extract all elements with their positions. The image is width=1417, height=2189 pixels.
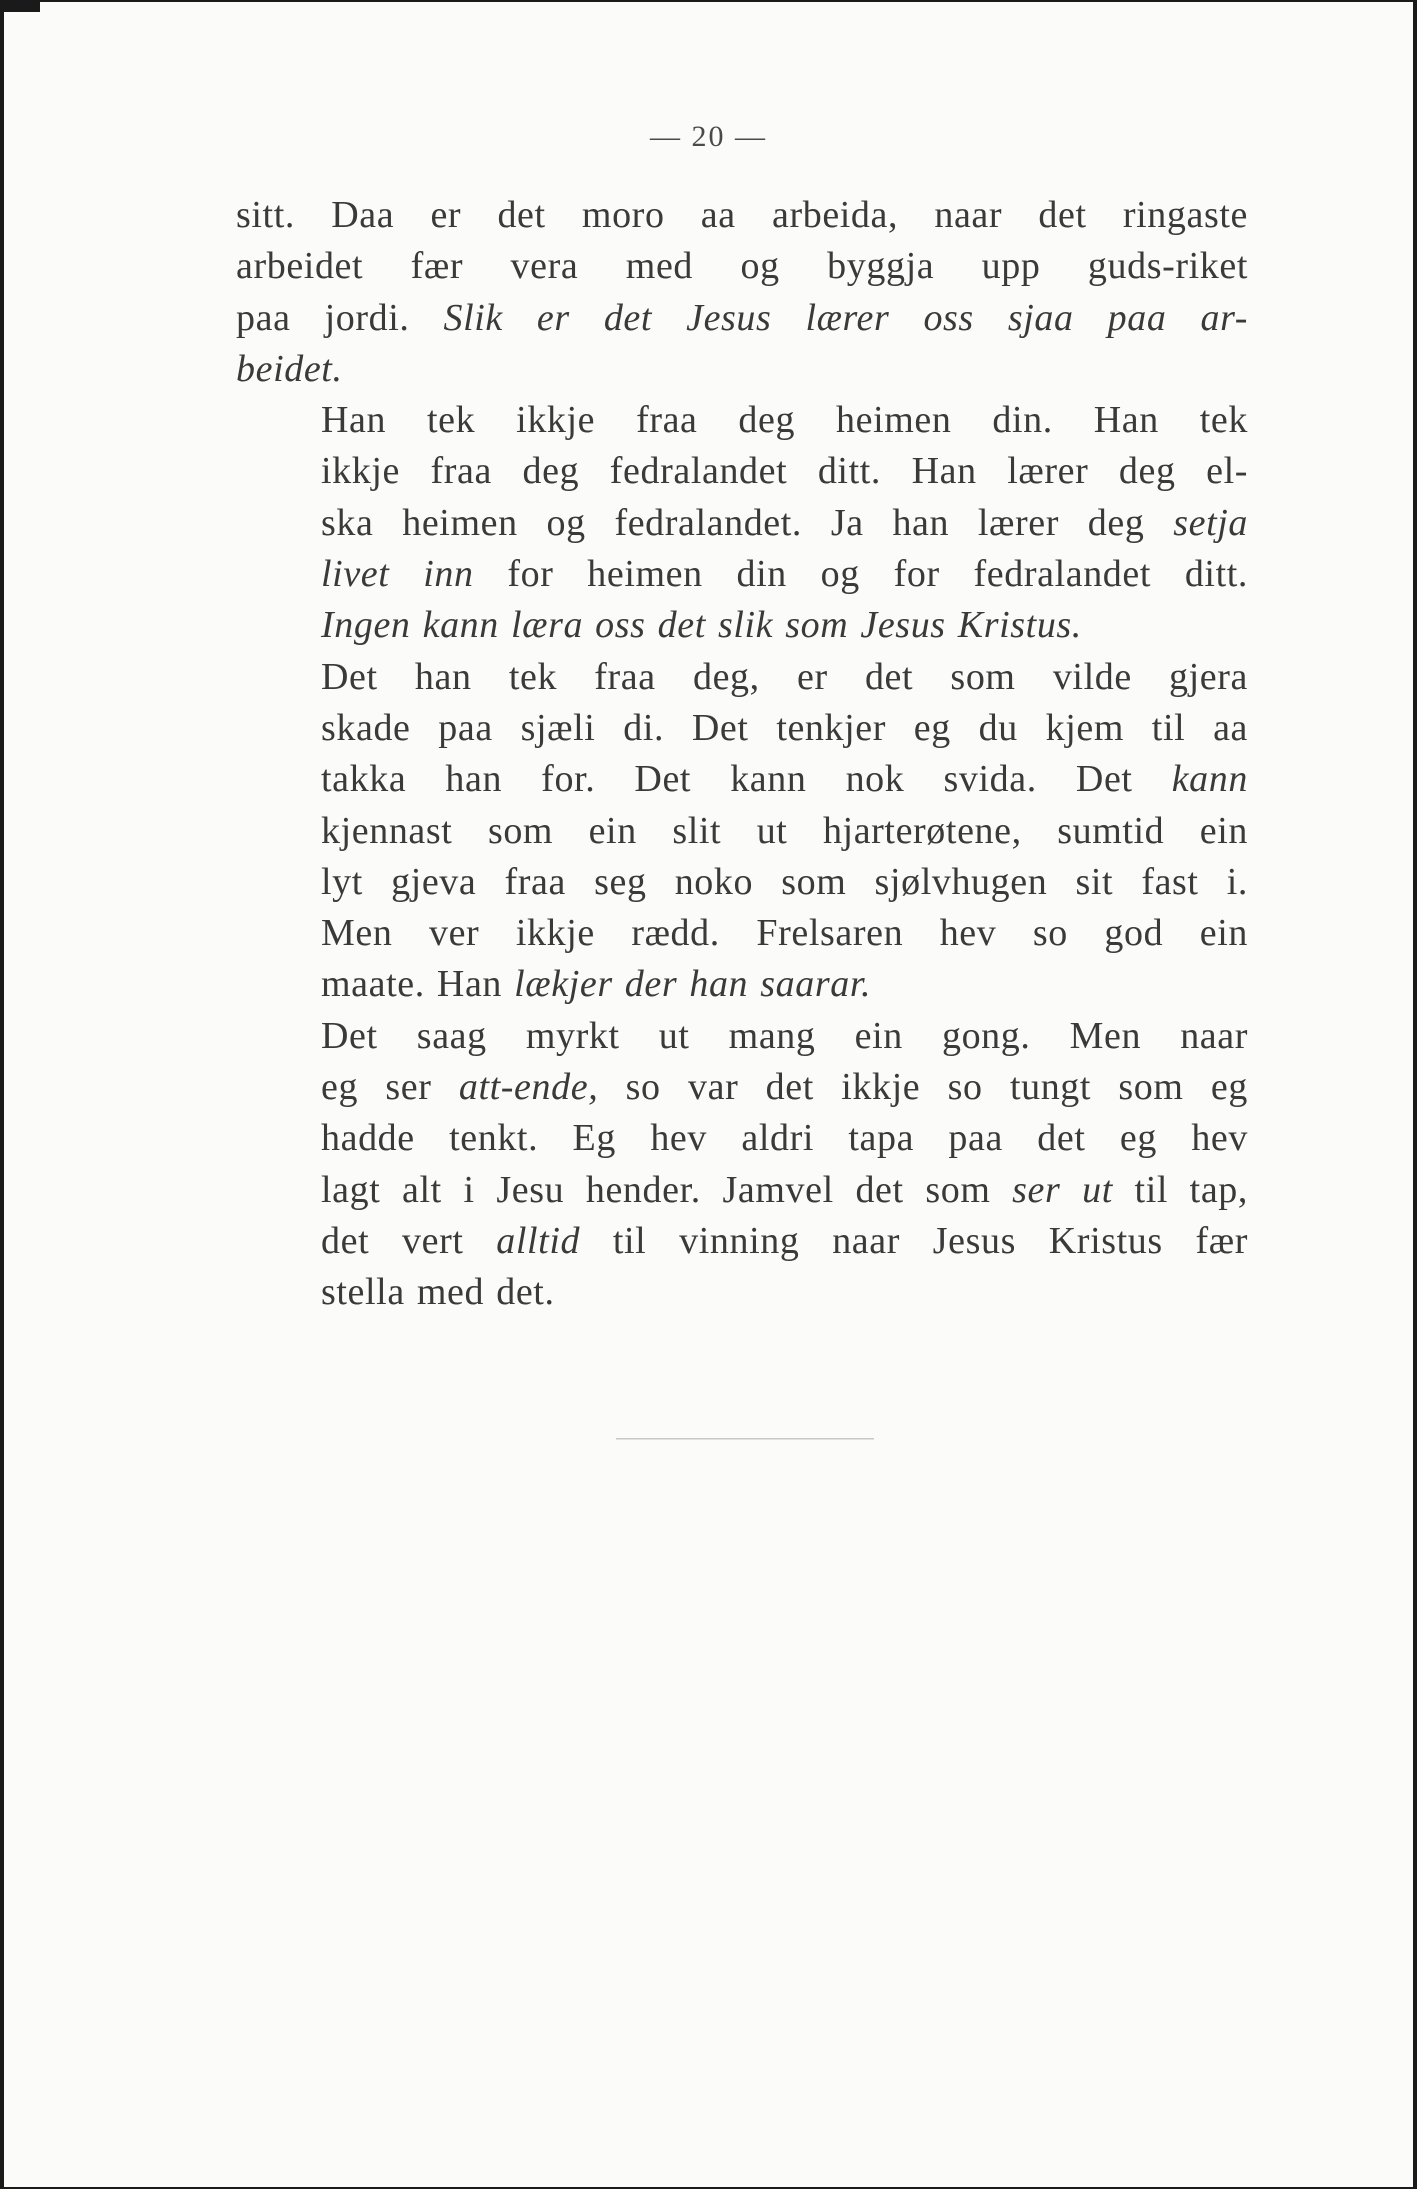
text-segment: hadde tenkt. Eg hev aldri tapa paa det eg hev bbox=[321, 1117, 1248, 1160]
text-segment: ska heimen og fedralandet. Ja han lærer deg bbox=[321, 501, 1174, 544]
text-segment: Men ver ikkje rædd. Frelsaren hev so god ein bbox=[321, 912, 1248, 955]
text-line bbox=[236, 1267, 1248, 1318]
text-segment: Han tek ikkje fraa deg heimen din. Han tek bbox=[321, 399, 1248, 442]
italic-text: beidet. bbox=[236, 347, 343, 390]
body-text bbox=[236, 190, 1248, 1319]
text-segment: maate. Han bbox=[321, 963, 515, 1006]
paragraph bbox=[236, 1011, 1248, 1319]
text-segment: sitt. Daa er det moro aa arbeida, naar det ringaste bbox=[236, 194, 1248, 236]
paragraph bbox=[236, 652, 1248, 1011]
italic-text: alltid bbox=[496, 1219, 581, 1262]
text-line bbox=[236, 959, 1248, 1010]
text-line bbox=[236, 549, 1248, 600]
italic-text: att-ende, bbox=[458, 1066, 599, 1109]
text-line bbox=[236, 600, 1248, 651]
text-line bbox=[236, 1113, 1248, 1164]
text-segment: eg ser bbox=[321, 1066, 459, 1109]
text-segment: takka han for. Det kann nok svida. Det bbox=[321, 758, 1172, 801]
text-segment: ikkje fraa deg fedralandet ditt. Han lærer deg el- bbox=[321, 450, 1248, 493]
italic-text: Slik er det Jesus lærer oss sjaa paa ar- bbox=[443, 296, 1248, 339]
paragraph bbox=[236, 395, 1248, 651]
italic-text: lækjer der han saarar. bbox=[514, 963, 872, 1006]
paragraph bbox=[236, 190, 1248, 395]
text-line bbox=[236, 857, 1248, 908]
text-line bbox=[236, 652, 1248, 703]
text-line bbox=[236, 344, 1248, 395]
text-segment: det vert bbox=[321, 1219, 497, 1262]
text-segment: lagt alt i Jesu hender. Jamvel det som bbox=[321, 1168, 1013, 1211]
text-line bbox=[236, 1062, 1248, 1113]
text-segment: arbeidet fær vera med og byggja upp guds-riket bbox=[236, 245, 1248, 288]
scan-corner-mark bbox=[4, 2, 40, 12]
italic-text: kann bbox=[1171, 758, 1248, 801]
text-line bbox=[236, 241, 1248, 292]
text-line bbox=[236, 395, 1248, 446]
text-segment: Det saag myrkt ut mang ein gong. Men naar bbox=[321, 1014, 1248, 1057]
text-line bbox=[236, 806, 1248, 857]
text-line bbox=[236, 703, 1248, 754]
text-line bbox=[236, 1011, 1248, 1062]
italic-text: livet inn bbox=[321, 553, 474, 596]
text-segment: Det han tek fraa deg, er det som vilde gjera bbox=[321, 655, 1248, 698]
text-segment: for heimen din og for fedralandet ditt. bbox=[473, 553, 1248, 596]
text-segment: til tap, bbox=[1112, 1168, 1249, 1211]
text-line bbox=[236, 1165, 1248, 1216]
text-segment: skade paa sjæli di. Det tenkjer eg du kjem til aa bbox=[321, 706, 1248, 749]
text-line bbox=[236, 908, 1248, 959]
text-segment: kjennast som ein slit ut hjarterøtene, sumtid ein bbox=[321, 809, 1248, 852]
text-segment: paa jordi. bbox=[236, 296, 444, 339]
book-page bbox=[4, 2, 1413, 2187]
italic-text: ser ut bbox=[1012, 1168, 1113, 1211]
text-segment: til vinning naar Jesus Kristus fær bbox=[580, 1219, 1248, 1262]
text-line bbox=[236, 498, 1248, 549]
text-line bbox=[236, 190, 1248, 241]
text-line bbox=[236, 293, 1248, 344]
text-line bbox=[236, 1216, 1248, 1267]
text-line bbox=[236, 754, 1248, 805]
text-segment: stella med det. bbox=[321, 1271, 555, 1314]
page-number: — 20 — bbox=[650, 120, 767, 153]
italic-text: setja bbox=[1173, 501, 1248, 544]
text-line bbox=[236, 446, 1248, 497]
text-segment: lyt gjeva fraa seg noko som sjølvhugen sit fast i. bbox=[321, 860, 1248, 903]
text-segment: so var det ikkje so tungt som eg bbox=[598, 1066, 1248, 1109]
end-rule bbox=[616, 1438, 874, 1440]
italic-text: Ingen kann læra oss det slik som Jesus Kristus. bbox=[321, 604, 1082, 647]
